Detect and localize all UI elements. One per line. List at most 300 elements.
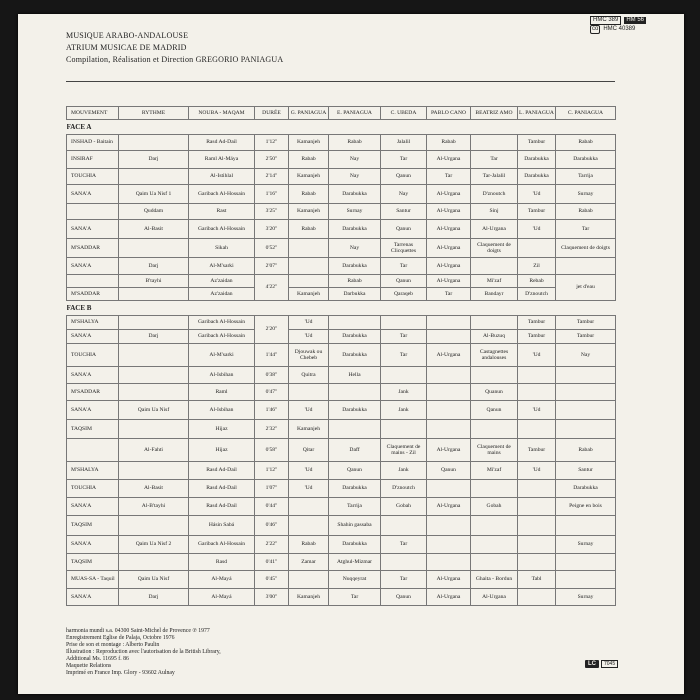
table-cell <box>518 384 556 401</box>
table-cell: Tambur <box>518 316 556 330</box>
table-cell: TAQSIM <box>67 516 119 536</box>
table-cell: Sinj <box>471 204 518 220</box>
table-cell <box>119 316 189 330</box>
table-cell: 2'07" <box>255 258 289 275</box>
column-header: L. PANIAGUA <box>518 107 556 120</box>
table-cell <box>119 288 189 301</box>
table-cell: 0'45" <box>255 571 289 589</box>
table-cell: 1'12" <box>255 135 289 151</box>
table-cell: Rasd Ad-Dail <box>189 135 255 151</box>
table-row <box>67 220 616 239</box>
catalog-block <box>590 16 646 34</box>
table-cell: Rabab <box>289 185 329 204</box>
table-cell <box>289 239 329 258</box>
table-cell <box>289 498 329 516</box>
table-row <box>67 536 616 554</box>
table-cell <box>289 384 329 401</box>
table-cell <box>471 420 518 439</box>
table-cell: Santur <box>381 204 427 220</box>
table-cell: 'Ud <box>289 401 329 420</box>
table-cell: Kamanjeh <box>289 420 329 439</box>
table-cell: Darj <box>119 330 189 344</box>
table-cell: Surnay <box>556 536 616 554</box>
column-header: C. UBEDA <box>381 107 427 120</box>
table-cell: Kamanjeh <box>289 288 329 301</box>
table-cell <box>556 384 616 401</box>
table-cell: TOUCHIA <box>67 344 119 367</box>
table-cell: Nay <box>381 185 427 204</box>
table-row <box>67 401 616 420</box>
table-cell <box>119 367 189 384</box>
table-cell: Al-Buzuq <box>471 330 518 344</box>
table-cell: Darabukka <box>518 169 556 185</box>
table-cell: SANA'A <box>67 589 119 606</box>
table-cell: 2'22" <box>255 536 289 554</box>
table-cell <box>119 239 189 258</box>
table-cell <box>427 384 471 401</box>
table-cell: Az'zaidan <box>189 288 255 301</box>
credit-line: Additional Ms. 11695 f. 86 <box>66 656 129 662</box>
table-cell: 0'46" <box>255 516 289 536</box>
table-cell: Rabab <box>556 135 616 151</box>
table-row <box>67 288 616 301</box>
table-cell: Darj <box>119 151 189 169</box>
face-b-heading-label: FACE B <box>66 303 92 312</box>
table-row <box>67 589 616 606</box>
title-line-3: Compilation, Réalisation et Direction GREGORIO PANIAGUA <box>66 55 284 64</box>
table-cell: Al-Urgana <box>427 571 471 589</box>
table-cell: Mi'zaf <box>471 462 518 480</box>
table-cell: Darabukka <box>329 185 381 204</box>
table-cell: 1'16" <box>255 185 289 204</box>
table-cell: D'znoutch <box>471 185 518 204</box>
table-cell: INSHAD - Baitain <box>67 135 119 151</box>
lc-number: 7045 <box>601 660 618 668</box>
table-cell: Darj <box>119 258 189 275</box>
table-cell: Kamanjeh <box>289 204 329 220</box>
table-cell <box>119 516 189 536</box>
column-header: PABLO CANO <box>427 107 471 120</box>
table-cell <box>471 554 518 571</box>
table-cell <box>67 439 119 462</box>
column-header: C. PANIAGUA <box>556 107 616 120</box>
catalog-number: HMC 389 <box>590 16 621 25</box>
table-cell: Az'zaidan <box>189 275 255 288</box>
table-cell: Al-Urgana <box>427 439 471 462</box>
table-cell: 1'46" <box>255 401 289 420</box>
table-cell <box>556 516 616 536</box>
table-cell: 'Ud <box>518 344 556 367</box>
table-cell: jet d'eau <box>556 275 616 301</box>
table-cell: Darabukka <box>329 536 381 554</box>
table-row <box>67 275 616 288</box>
table-cell: TAQSIM <box>67 420 119 439</box>
table-cell: Jalalil <box>381 135 427 151</box>
table-row <box>67 420 616 439</box>
table-cell: Tar <box>329 589 381 606</box>
label-code <box>585 660 618 668</box>
table-cell: Darabukka <box>329 220 381 239</box>
table-cell: Garibach Al-Hossain <box>189 185 255 204</box>
table-cell: Tambur <box>518 204 556 220</box>
table-cell <box>471 536 518 554</box>
table-cell <box>518 554 556 571</box>
table-cell: M'SHALYA <box>67 316 119 330</box>
table-cell: SANA'A <box>67 536 119 554</box>
table-cell: SANA'A <box>67 220 119 239</box>
table-cell: 0'44" <box>255 498 289 516</box>
table-cell: Al-Urgana <box>427 344 471 367</box>
table-cell: Jank <box>381 462 427 480</box>
table-cell: Al-B'tayhi <box>119 498 189 516</box>
table-cell <box>471 367 518 384</box>
table-cell <box>289 258 329 275</box>
table-cell: Kamanjeh <box>289 135 329 151</box>
table-cell: Al-M'sarki <box>189 344 255 367</box>
table-cell: Darabukka <box>518 151 556 169</box>
table-cell: Atghul-Mizmar <box>329 554 381 571</box>
table-cell: Rabab <box>556 439 616 462</box>
credits-footer <box>66 628 221 677</box>
table-cell: Al-Urgana <box>427 275 471 288</box>
table-cell <box>67 275 119 288</box>
table-cell: Al-Urgana <box>427 239 471 258</box>
table-cell <box>556 367 616 384</box>
header-divider <box>66 81 615 82</box>
column-header: NOUBA - MAQAM <box>189 107 255 120</box>
table-cell: Kamanjeh <box>289 169 329 185</box>
table-cell: 3'00" <box>255 589 289 606</box>
table-cell: Qanun <box>381 589 427 606</box>
table-cell: Hásin Sabá <box>189 516 255 536</box>
table-cell: Nay <box>329 239 381 258</box>
table-cell: 'Ud <box>518 462 556 480</box>
table-cell <box>119 344 189 367</box>
table-cell <box>381 420 427 439</box>
table-cell: Rasd Ad-Dail <box>189 480 255 498</box>
table-cell <box>427 316 471 330</box>
table-cell: Darabukka <box>329 480 381 498</box>
table-cell <box>518 367 556 384</box>
table-cell <box>471 258 518 275</box>
table-cell: Surnay <box>329 204 381 220</box>
table-cell: Al-Istihlal <box>189 169 255 185</box>
lc-logo: LC <box>585 660 599 668</box>
table-cell: SANA'A <box>67 330 119 344</box>
table-cell: Al-Urgana <box>471 220 518 239</box>
table-cell: Tar <box>381 571 427 589</box>
table-cell: 2'14" <box>255 169 289 185</box>
table-cell: Rasd <box>189 554 255 571</box>
table-cell: Peigne en bois <box>556 498 616 516</box>
table-cell: Claquement de doigts <box>471 239 518 258</box>
table-cell: Al-Urgana <box>427 498 471 516</box>
table-cell: 'Ud <box>518 401 556 420</box>
table-cell: Bandayr <box>471 288 518 301</box>
table-cell: 0'52" <box>255 239 289 258</box>
credit-line: harmonia mundi s.a. 04300 Saint-Michel de Provence ℗ 1977 <box>66 628 210 634</box>
table-cell: Zamar <box>289 554 329 571</box>
table-cell: 4'22" <box>255 275 289 301</box>
table-cell: Tabl <box>518 571 556 589</box>
table-cell: 'Ud <box>289 330 329 344</box>
table-cell: Tar <box>427 288 471 301</box>
table-cell: Rast <box>189 204 255 220</box>
table-cell: Sikah <box>189 239 255 258</box>
table-cell <box>427 420 471 439</box>
table-cell: Santur <box>556 462 616 480</box>
table-cell: Raml <box>189 384 255 401</box>
table-cell: Darabukka <box>329 330 381 344</box>
table-cell: Rabab <box>289 151 329 169</box>
table-cell <box>427 516 471 536</box>
table-cell: Rabab <box>329 275 381 288</box>
table-cell: Qaim Ua Nisf 1 <box>119 185 189 204</box>
table-cell: Al-M'sarki <box>189 258 255 275</box>
table-row <box>67 384 616 401</box>
table-cell <box>119 420 189 439</box>
table-cell <box>119 135 189 151</box>
table-cell: Al-Mayá <box>189 571 255 589</box>
table-row <box>67 316 616 330</box>
table-cell: SANA'A <box>67 258 119 275</box>
table-cell: Al-Isbihan <box>189 367 255 384</box>
table-cell: 1'07" <box>255 480 289 498</box>
table-cell: Tar-Jalalil <box>471 169 518 185</box>
table-cell: Tambur <box>518 135 556 151</box>
table-cell: Darabukka <box>329 401 381 420</box>
table-cell <box>471 135 518 151</box>
table-cell <box>381 367 427 384</box>
table-cell <box>518 536 556 554</box>
table-cell: Garibach Al-Hossain <box>189 220 255 239</box>
table-cell: 2'50" <box>255 151 289 169</box>
table-cell: Rebab <box>518 275 556 288</box>
table-cell: Tar <box>381 330 427 344</box>
table-cell: 'Ud <box>518 220 556 239</box>
table-cell: Al-Urgana <box>427 151 471 169</box>
table-cell <box>329 316 381 330</box>
title-line-1: MUSIQUE ARABO-ANDALOUSE <box>66 31 189 40</box>
table-cell <box>518 589 556 606</box>
title-block <box>66 30 283 66</box>
table-cell <box>119 554 189 571</box>
table-row <box>67 571 616 589</box>
table-cell <box>471 480 518 498</box>
alt-catalog-number: HMC 40389 <box>603 26 636 32</box>
table-cell: D'znoutch <box>381 480 427 498</box>
table-cell <box>119 462 189 480</box>
table-cell <box>381 316 427 330</box>
table-cell: Djouwak ou Chebeb <box>289 344 329 367</box>
table-cell: Claquement de mains <box>471 439 518 462</box>
table-cell: Al-Urgana <box>427 589 471 606</box>
table-cell: Al-Fahti <box>119 439 189 462</box>
table-cell: 0'41" <box>255 554 289 571</box>
table-row <box>67 185 616 204</box>
credit-line: Prise de son et montage : Alberto Paulin <box>66 642 160 648</box>
table-cell: Al-Mayá <box>189 589 255 606</box>
table-cell: INSIRAF <box>67 151 119 169</box>
table-cell: Darabukka <box>329 344 381 367</box>
table-row <box>67 344 616 367</box>
table-cell: Qanun <box>427 462 471 480</box>
table-cell: Garibach Al-Hossain <box>189 316 255 330</box>
table-cell: Rabab <box>427 135 471 151</box>
table-cell: Darbukka <box>329 288 381 301</box>
table-cell: Claquement de doigts <box>556 239 616 258</box>
table-cell: Al-Urgana <box>471 589 518 606</box>
table-cell: SANA'A <box>67 401 119 420</box>
table-cell: Darj <box>119 589 189 606</box>
table-cell: Rabab <box>289 220 329 239</box>
table-cell: Darabukka <box>556 151 616 169</box>
track-table <box>66 106 616 606</box>
table-cell: Qaim Ua Nisf <box>119 571 189 589</box>
table-cell <box>518 480 556 498</box>
table-row <box>67 439 616 462</box>
table-cell: Tarrenas Clicquettes <box>381 239 427 258</box>
table-cell: TAQSIM <box>67 554 119 571</box>
table-cell: Rabab <box>329 135 381 151</box>
table-cell: Nay <box>329 151 381 169</box>
column-header: BEATRIZ AMO <box>471 107 518 120</box>
table-cell: Castagnettes andalouses <box>471 344 518 367</box>
table-cell: M'SHALYA <box>67 462 119 480</box>
table-cell <box>427 554 471 571</box>
table-cell: Tar <box>381 536 427 554</box>
column-header: MOUVEMENT <box>67 107 119 120</box>
table-cell: 'Ud <box>518 185 556 204</box>
table-cell <box>67 204 119 220</box>
table-cell: 3'20" <box>255 220 289 239</box>
table-cell: Tar <box>381 151 427 169</box>
table-cell <box>427 401 471 420</box>
table-cell: Qaim Ua Nisf <box>119 401 189 420</box>
table-cell: Jank <box>381 401 427 420</box>
table-cell: Al-Urgana <box>427 220 471 239</box>
table-cell <box>119 384 189 401</box>
credit-line: Illustration : Reproduction avec l'autorisation de la British Library, <box>66 649 221 655</box>
cassette-icon: co <box>592 26 599 32</box>
table-cell: Al-Isbihan <box>189 401 255 420</box>
table-cell: Rasd Ad-Dail <box>189 462 255 480</box>
table-row <box>67 498 616 516</box>
table-cell: MUAS-SA - Taquil <box>67 571 119 589</box>
table-row <box>67 258 616 275</box>
table-cell: Qanun <box>381 275 427 288</box>
table-cell: Qaim Ua Nisf 2 <box>119 536 189 554</box>
table-cell <box>518 516 556 536</box>
table-cell: Tambur <box>556 316 616 330</box>
table-cell: 0'38" <box>255 367 289 384</box>
table-row <box>67 367 616 384</box>
table-cell <box>427 330 471 344</box>
table-cell <box>289 516 329 536</box>
table-cell: Kamanjeh <box>289 589 329 606</box>
table-cell: Raml Al-Máya <box>189 151 255 169</box>
table-cell <box>556 258 616 275</box>
table-row <box>67 330 616 344</box>
table-cell: Al-Urgana <box>427 258 471 275</box>
table-cell <box>471 516 518 536</box>
table-cell <box>329 384 381 401</box>
table-cell: 1'12" <box>255 462 289 480</box>
table-cell: Zil <box>518 258 556 275</box>
table-row <box>67 204 616 220</box>
table-cell: Gobah <box>471 498 518 516</box>
table-row <box>67 151 616 169</box>
table-cell: Tambur <box>556 330 616 344</box>
face-a-heading-label: FACE A <box>66 122 92 131</box>
table-cell: 'Ud <box>289 480 329 498</box>
table-cell: 3'25" <box>255 204 289 220</box>
table-cell: Ghaita - Bordun <box>471 571 518 589</box>
table-cell <box>381 516 427 536</box>
table-cell: Al-Basit <box>119 480 189 498</box>
table-cell: M'SADDAR <box>67 239 119 258</box>
table-cell <box>427 480 471 498</box>
table-cell: SANA'A <box>67 498 119 516</box>
table-cell: Nuqqeyrat <box>329 571 381 589</box>
credit-line: Enregistrement Eglise de Palaja, Octobre 1976 <box>66 635 175 641</box>
table-row <box>67 554 616 571</box>
table-cell: Darabukka <box>329 258 381 275</box>
table-cell <box>471 316 518 330</box>
table-cell: Tar <box>556 220 616 239</box>
face-a-heading <box>67 120 616 135</box>
table-cell <box>289 275 329 288</box>
table-cell: Mi'zaf <box>471 275 518 288</box>
table-cell: 2'20" <box>255 316 289 344</box>
table-cell: Qitar <box>289 439 329 462</box>
table-cell: D'znoutch <box>518 288 556 301</box>
credit-line: Maquette Relations <box>66 663 112 669</box>
table-cell <box>289 571 329 589</box>
table-cell: Qanun <box>381 169 427 185</box>
table-cell: Claquement de mains - Zil <box>381 439 427 462</box>
table-cell: Tar <box>381 344 427 367</box>
table-cell <box>119 169 189 185</box>
table-cell: SANA'A <box>67 185 119 204</box>
column-header: E. PANIAGUA <box>329 107 381 120</box>
table-cell <box>329 420 381 439</box>
table-row <box>67 135 616 151</box>
table-cell: Quitra <box>289 367 329 384</box>
table-cell <box>518 498 556 516</box>
table-cell: SANA'A <box>67 367 119 384</box>
table-cell: Qanun <box>329 462 381 480</box>
table-cell: Nay <box>329 169 381 185</box>
table-cell: 'Ud <box>289 462 329 480</box>
table-cell: Hijaz <box>189 439 255 462</box>
table-row <box>67 516 616 536</box>
table-cell: Al-Urgana <box>427 204 471 220</box>
column-header: RYTHME <box>119 107 189 120</box>
column-header: DURÉE <box>255 107 289 120</box>
table-cell: Daff <box>329 439 381 462</box>
table-cell: 2'32" <box>255 420 289 439</box>
table-cell: Surnay <box>556 185 616 204</box>
table-cell <box>518 420 556 439</box>
table-cell: Darabukka <box>556 480 616 498</box>
table-cell: 'Ud <box>289 316 329 330</box>
title-line-2: ATRIUM MUSICAE DE MADRID <box>66 43 187 52</box>
table-cell: Rasd Ad-Dail <box>189 498 255 516</box>
table-cell: Rabab <box>289 536 329 554</box>
table-row <box>67 480 616 498</box>
table-cell: Tar <box>427 169 471 185</box>
